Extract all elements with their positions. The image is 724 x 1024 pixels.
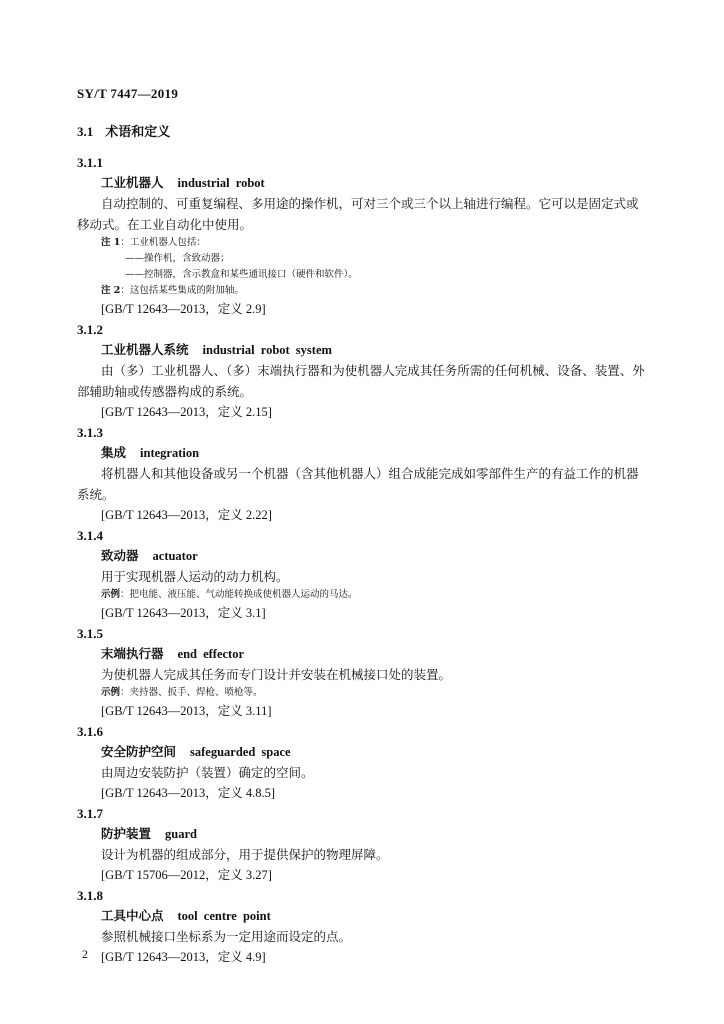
term-chinese: 工具中心点 (101, 908, 164, 923)
term-definition: 用于实现机器人运动的动力机构。 (101, 569, 289, 584)
note-text: ：工业机器人包括： (120, 237, 206, 248)
entry-number: 3.1.8 (77, 888, 103, 903)
term-heading (77, 339, 647, 360)
note-text: ：这包括某些集成的附加轴。 (120, 285, 244, 296)
entry-number: 3.1.4 (77, 528, 103, 543)
entry-number: 3.1.6 (77, 724, 103, 739)
term-chinese: 安全防护空间 (101, 744, 177, 759)
term-chinese: 工业机器人 (101, 175, 164, 190)
entry-number: 3.1.5 (77, 626, 103, 641)
term-english: integration (140, 446, 200, 460)
term-chinese: 末端执行器 (101, 646, 164, 661)
term-chinese: 集成 (101, 445, 127, 460)
note-list-item: ——操作机，含致动器； (125, 253, 230, 264)
term-heading (77, 741, 647, 762)
term-entry (77, 722, 647, 804)
example-label: 示例 (101, 589, 121, 600)
term-english: safeguarded space (190, 745, 291, 759)
note-label: 注 2 (101, 285, 121, 296)
term-heading (77, 545, 647, 566)
term-entry (77, 153, 647, 320)
term-definition: 设计为机器的组成部分，用于提供保护的物理屏障。 (101, 847, 389, 862)
example-text: ：把电能、液压能、气动能转换成使机器人运动的马达。 (120, 589, 358, 600)
entry-number: 3.1.7 (77, 806, 103, 821)
section-heading (77, 121, 170, 140)
example (77, 587, 647, 603)
term-source: [GB/T 12643—2013，定义 3.11] (101, 704, 272, 718)
note-label: 注 1 (101, 237, 121, 248)
example (77, 685, 647, 701)
term-chinese: 防护装置 (101, 826, 152, 841)
note-1 (77, 235, 647, 251)
term-definition: 为使机器人完成其任务而专门设计并安装在机械接口处的装置。 (101, 667, 452, 682)
section-number: 3.1 (77, 124, 94, 139)
term-entry (77, 624, 647, 722)
term-definition: 由周边安装防护（装置）确定的空间。 (101, 765, 314, 780)
term-heading (77, 643, 647, 664)
term-definition: 参照机械接口坐标系为一定用途而设定的点。 (101, 929, 352, 944)
terms-list (77, 153, 647, 968)
term-chinese: 工业机器人系统 (101, 342, 189, 357)
term-english: industrial robot (177, 176, 265, 190)
term-definition: 自动控制的、可重复编程、多用途的操作机，可对三个或三个以上轴进行编程。它可以是固定式或移动式。在工业自动化中使用。 (77, 196, 639, 232)
term-source: [GB/T 15706—2012，定义 3.27] (101, 868, 272, 882)
entry-number: 3.1.3 (77, 425, 103, 440)
term-entry (77, 886, 647, 968)
note-list-item: ——控制器，含示教盒和某些通讯接口（硬件和软件）。 (125, 269, 358, 280)
term-heading (77, 172, 647, 193)
term-entry (77, 526, 647, 624)
term-english: industrial robot system (202, 343, 332, 357)
section-title: 术语和定义 (105, 125, 171, 140)
term-english: guard (165, 827, 197, 841)
term-heading (77, 823, 647, 844)
term-english: actuator (152, 549, 198, 563)
term-source: [GB/T 12643—2013，定义 2.15] (101, 405, 272, 419)
term-source: [GB/T 12643—2013，定义 4.8.5] (101, 786, 276, 800)
standard-code: SY/T 7447—2019 (77, 86, 179, 101)
example-label: 示例 (101, 687, 121, 698)
term-source: [GB/T 12643—2013，定义 2.9] (101, 302, 266, 316)
term-english: end effector (177, 647, 245, 661)
example-text: ：夹持器、扳手、焊枪、喷枪等。 (120, 687, 263, 698)
term-heading (77, 442, 647, 463)
term-source: [GB/T 12643—2013，定义 2.22] (101, 508, 272, 522)
term-definition: 由（多）工业机器人、（多）末端执行器和为使机器人完成其任务所需的任何机械、设备、装置、外部辅助轴或传感器构成的系统。 (77, 363, 645, 399)
entry-number: 3.1.1 (77, 155, 103, 170)
entry-number: 3.1.2 (77, 322, 103, 337)
term-entry (77, 423, 647, 526)
term-definition: 将机器人和其他设备或另一个机器（含其他机器人）组合成能完成如零部件生产的有益工作的机器系统。 (77, 466, 639, 502)
page-number: 2 (82, 947, 88, 961)
term-source: [GB/T 12643—2013，定义 3.1] (101, 606, 266, 620)
term-chinese: 致动器 (101, 548, 139, 563)
term-source: [GB/T 12643—2013，定义 4.9] (101, 950, 266, 964)
term-entry (77, 320, 647, 423)
term-entry (77, 804, 647, 886)
term-heading (77, 905, 647, 926)
term-english: tool centre point (177, 909, 271, 923)
note-2 (77, 283, 647, 299)
